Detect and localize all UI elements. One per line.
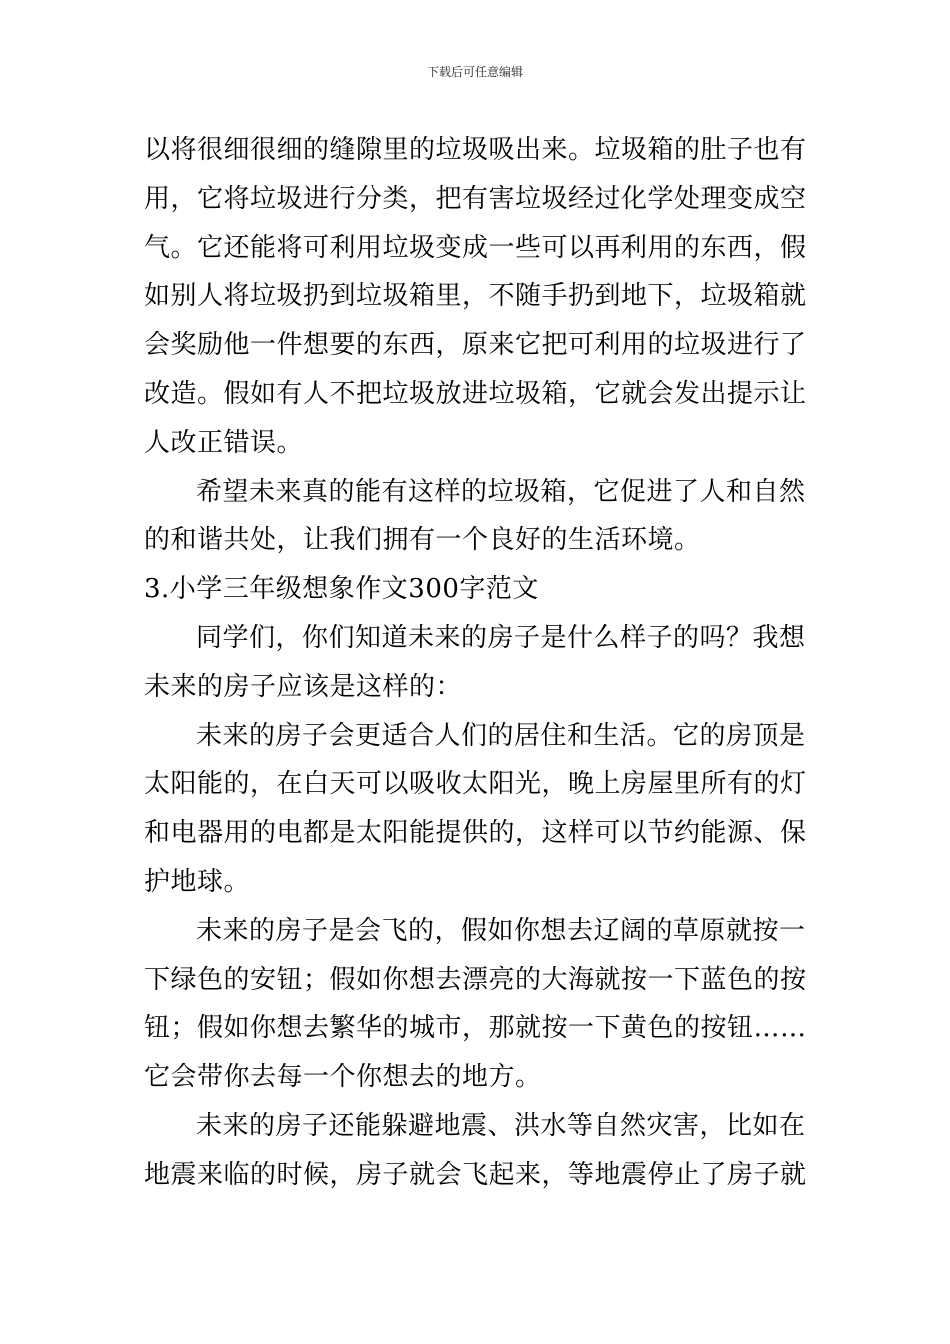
text-line: 3.小学三年级想象作文300字范文 (144, 574, 539, 605)
text-line: 下绿色的安钮；假如你想去漂亮的大海就按一下蓝色的按 (144, 964, 807, 995)
text-line: 用，它将垃圾进行分类，把有害垃圾经过化学处理变成空 (144, 183, 807, 214)
body-text (144, 126, 810, 1200)
text-line: 的和谐共处，让我们拥有一个良好的生活环境。 (144, 525, 701, 556)
text-line: 人改正错误。 (144, 427, 304, 458)
text-line: 会奖励他一件想要的东西，原来它把可利用的垃圾进行了 (144, 330, 807, 361)
text-line: 太阳能的，在白天可以吸收太阳光，晚上房屋里所有的灯 (144, 769, 807, 800)
text-line: 未来的房子是会飞的，假如你想去辽阔的草原就按一 (196, 915, 806, 946)
text-line: 以将很细很细的缝隙里的垃圾吸出来。垃圾箱的肚子也有 (144, 135, 807, 165)
text-line: 改造。假如有人不把垃圾放进垃圾箱，它就会发出提示让 (144, 378, 807, 409)
text-line: 如别人将垃圾扔到垃圾箱里，不随手扔到地下，垃圾箱就 (144, 281, 807, 312)
text-line: 和电器用的电都是太阳能提供的，这样可以节约能源、保 (144, 818, 807, 849)
text-line: 未来的房子会更适合人们的居住和生活。它的房顶是 (196, 720, 806, 751)
text-line: 气。它还能将可利用垃圾变成一些可以再利用的东西，假 (144, 232, 807, 263)
text-line: 护地球。 (144, 866, 251, 897)
text-line: 未来的房子应该是这样的： (144, 671, 463, 702)
page-header: 下载后可任意编辑 (426, 65, 523, 79)
text-line: 地震来临的时候，房子就会飞起来，等地震停止了房子就 (144, 1159, 807, 1190)
text-line: 同学们，你们知道未来的房子是什么样子的吗？我想 (196, 622, 806, 653)
text-line: 钮；假如你想去繁华的城市，那就按一下黄色的按钮…… (144, 1013, 807, 1044)
text-line: 希望未来真的能有这样的垃圾箱，它促进了人和自然 (196, 476, 806, 507)
text-line: 它会带你去每一个你想去的地方。 (144, 1062, 542, 1093)
text-line: 未来的房子还能躲避地震、洪水等自然灾害，比如在 (196, 1110, 806, 1141)
